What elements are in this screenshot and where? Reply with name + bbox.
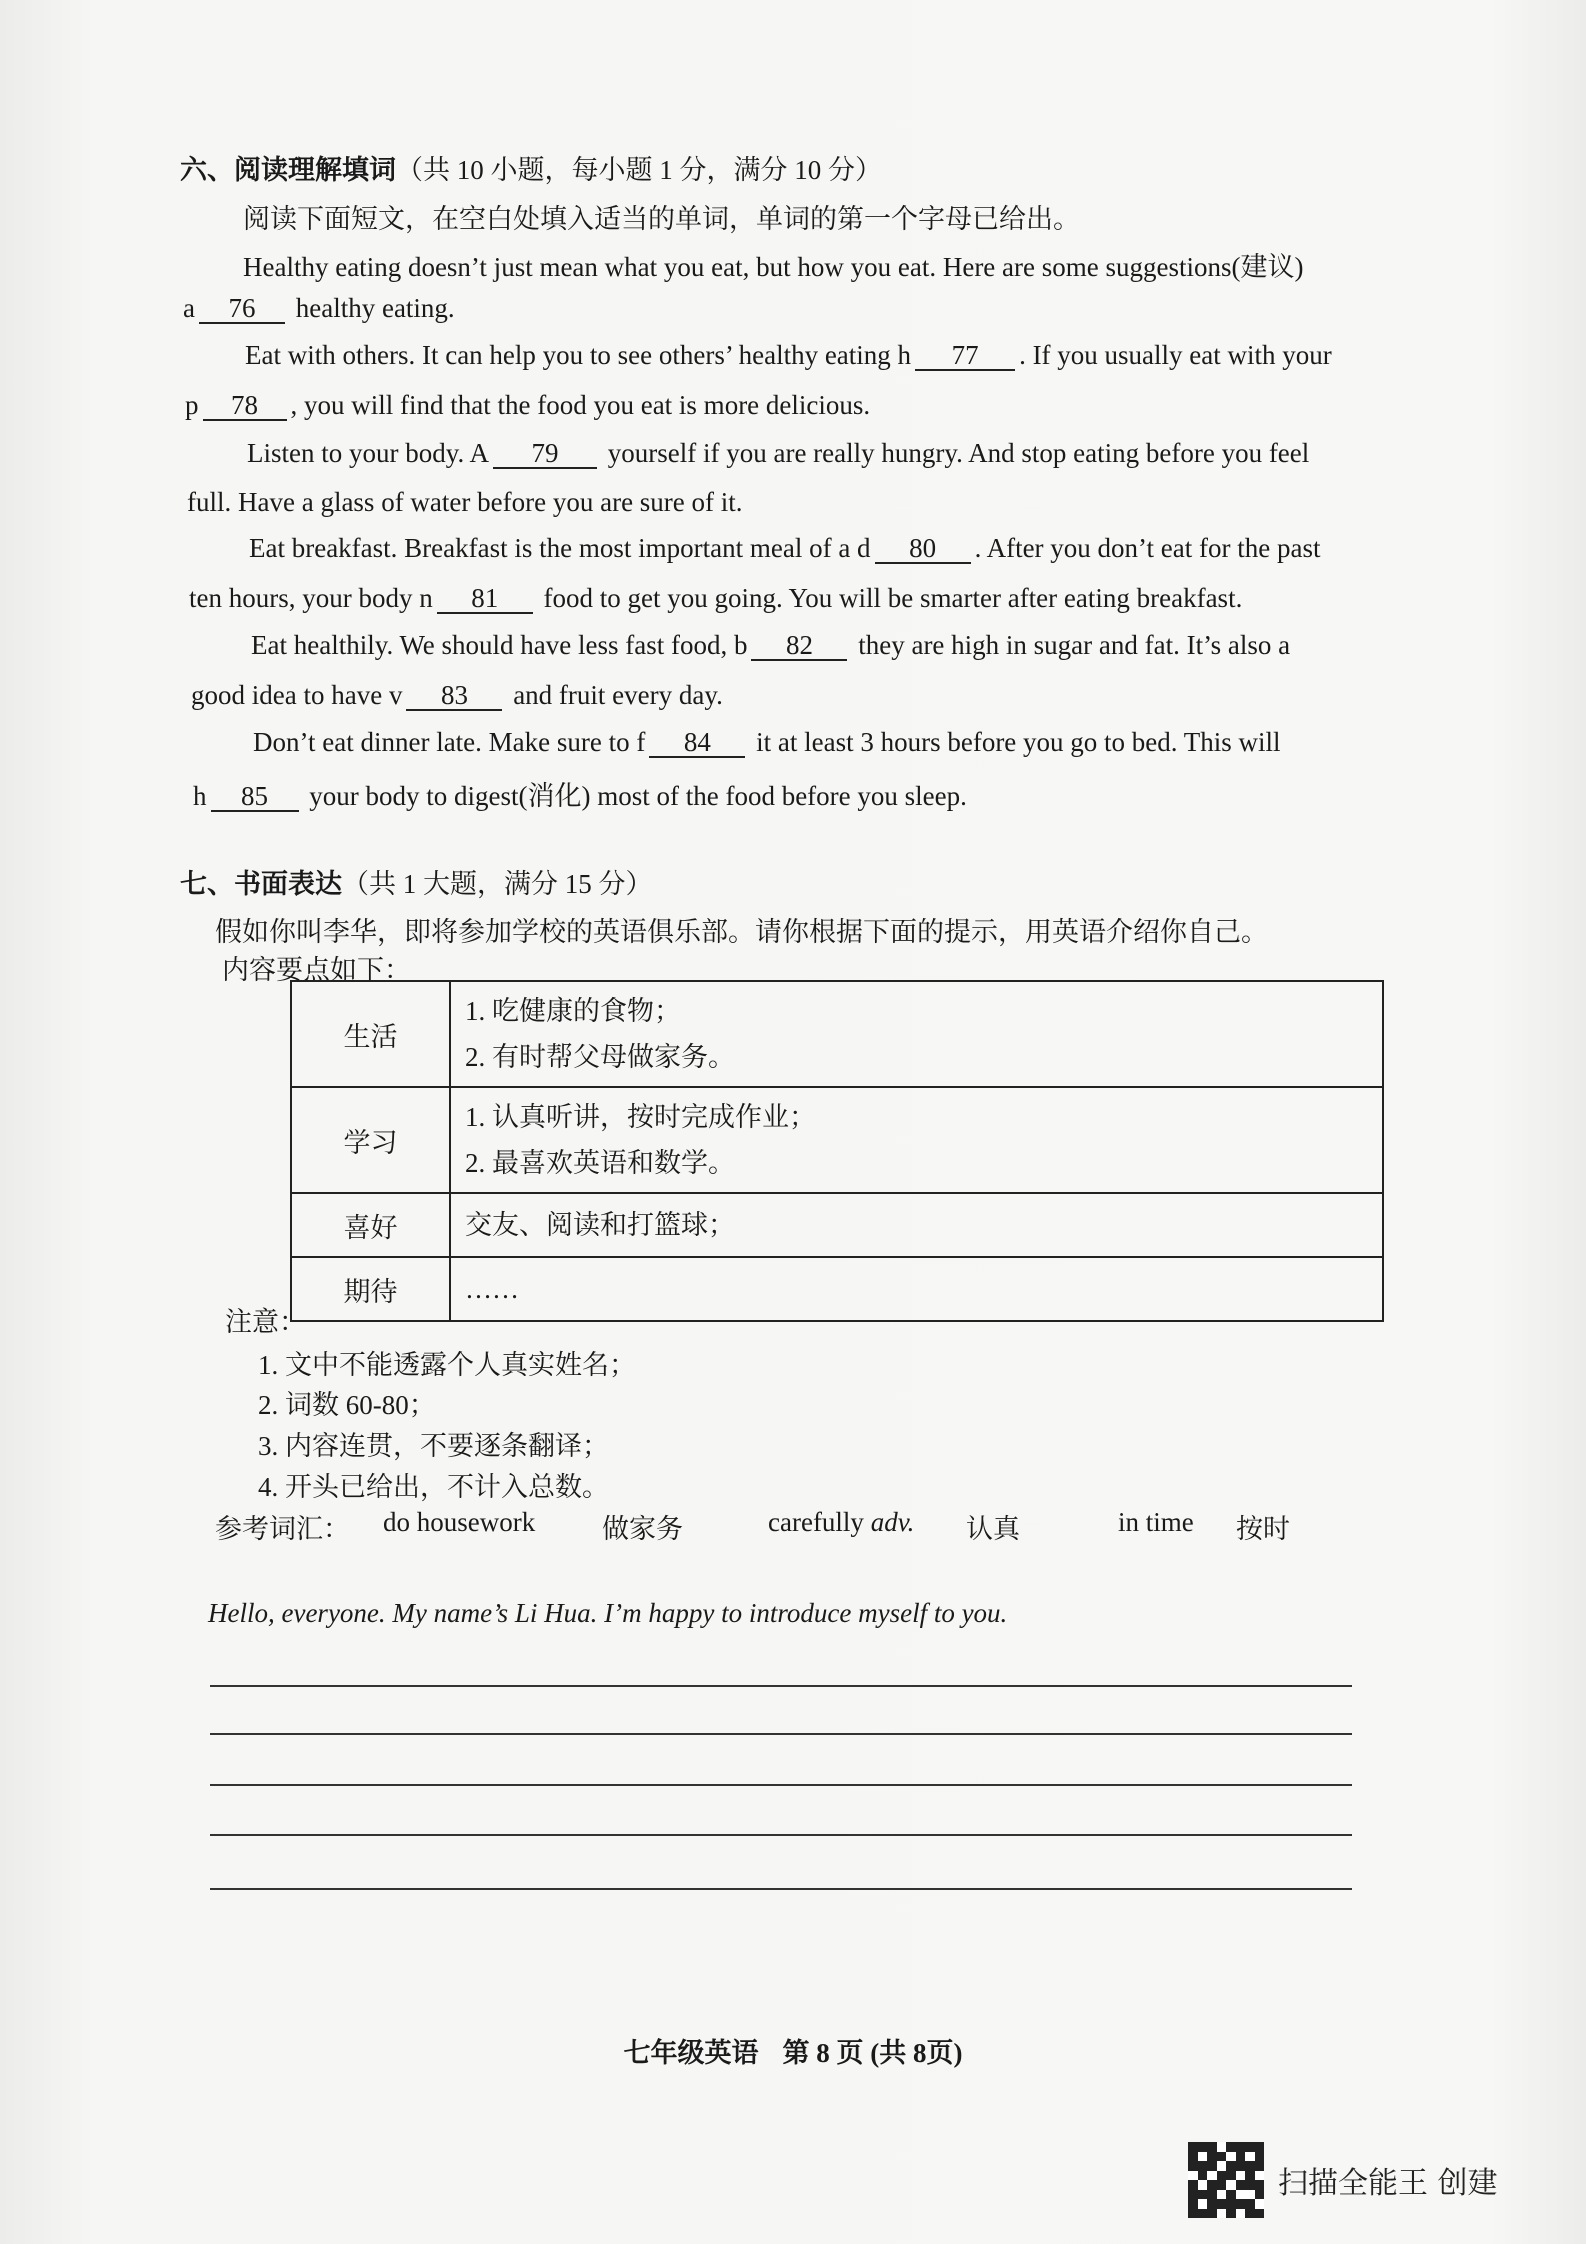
- passage-p1-line1: Healthy eating doesn’t just mean what you eat, but how you eat. Here are some suggestions(建议): [243, 252, 1304, 282]
- section7-prompt: 假如你叫李华，即将参加学校的英语俱乐部。请你根据下面的提示，用英语介绍你自己。: [215, 917, 1268, 947]
- items-cell: 1. 吃健康的食物； 2. 有时帮父母做家务。: [450, 981, 1383, 1087]
- blank-80: 80: [875, 534, 971, 564]
- category-cell: 喜好: [291, 1193, 450, 1257]
- watermark-text: 扫描全能王 创建: [1278, 2166, 1498, 2201]
- vocab-zh: 按时: [1236, 1514, 1290, 1544]
- blank-78: 78: [203, 391, 287, 421]
- section7-heading: 七、书面表达（共 1 大题，满分 15 分）: [180, 869, 653, 899]
- passage-p5-line1: Eat healthily. We should have less fast food, b 82 they are high in sugar and fat. It’s also a: [251, 630, 1291, 660]
- passage-p3-line2: full. Have a glass of water before you are sure of it.: [187, 487, 743, 517]
- passage-p6-line2: h 85 your body to digest(消化) most of the food before you sleep.: [193, 781, 967, 811]
- items-cell: ……: [450, 1257, 1383, 1321]
- category-cell: 学习: [291, 1087, 450, 1193]
- blank-77: 77: [915, 341, 1015, 371]
- writing-line[interactable]: [210, 1834, 1352, 1836]
- blank-79: 79: [493, 439, 597, 469]
- essay-opening: Hello, everyone. My name’s Li Hua. I’m happy to introduce myself to you.: [208, 1598, 1008, 1628]
- passage-p4-line2: ten hours, your body n 81 food to get you going. You will be smarter after eating breakfast.: [189, 583, 1243, 613]
- page-footer: 七年级英语 第 8 页 (共 8页): [623, 2038, 963, 2068]
- blank-84: 84: [649, 728, 745, 758]
- scanner-watermark: [1188, 2142, 1498, 2218]
- vocab-zh: 做家务: [602, 1514, 683, 1544]
- passage-p5-line2: good idea to have v 83 and fruit every day.: [191, 680, 723, 710]
- passage-p2-line1: Eat with others. It can help you to see others’ healthy eating h 77 . If you usually eat with your: [245, 340, 1332, 370]
- notes-label: 注意：: [225, 1307, 306, 1337]
- passage-p1-line2: a 76 healthy eating.: [183, 293, 455, 323]
- category-cell: 期待: [291, 1257, 450, 1321]
- content-points-label: 内容要点如下：: [222, 955, 411, 985]
- table-row: [291, 1193, 1383, 1257]
- blank-82: 82: [751, 631, 847, 661]
- writing-line[interactable]: [210, 1888, 1352, 1890]
- content-points-table: [290, 980, 1384, 1322]
- passage-p2-line2: p 78 , you will find that the food you eat is more delicious.: [185, 390, 871, 420]
- passage-p3-line1: Listen to your body. A 79 yourself if you are really hungry. And stop eating before you feel: [247, 438, 1310, 468]
- table-row: [291, 981, 1383, 1087]
- section6-instruction: 阅读下面短文，在空白处填入适当的单词，单词的第一个字母已给出。: [243, 204, 1080, 234]
- vocab-en: do housework: [383, 1507, 536, 1537]
- blank-81: 81: [437, 584, 533, 614]
- passage-p6-line1: Don’t eat dinner late. Make sure to f 84 it at least 3 hours before you go to bed. This will: [253, 727, 1281, 757]
- table-row: [291, 1087, 1383, 1193]
- note-item: 4. 开头已给出，不计入总数。: [258, 1472, 609, 1502]
- blank-85: 85: [211, 782, 299, 812]
- qr-code-icon: [1188, 2142, 1264, 2218]
- passage-p4-line1: Eat breakfast. Breakfast is the most important meal of a d 80 . After you don’t eat for the past: [249, 533, 1321, 563]
- note-item: 3. 内容连贯，不要逐条翻译；: [258, 1431, 609, 1461]
- writing-line[interactable]: [210, 1685, 1352, 1687]
- note-item: 2. 词数 60-80；: [258, 1390, 436, 1420]
- vocab-label: 参考词汇：: [215, 1514, 350, 1544]
- blank-83: 83: [406, 681, 502, 711]
- table-row: [291, 1257, 1383, 1321]
- vocab-zh: 认真: [966, 1514, 1020, 1544]
- vocab-en: carefully adv.: [768, 1507, 915, 1537]
- writing-line[interactable]: [210, 1784, 1352, 1786]
- blank-76: 76: [199, 294, 285, 324]
- section6-heading: 六、阅读理解填词（共 10 小题，每小题 1 分，满分 10 分）: [180, 155, 882, 185]
- items-cell: 交友、阅读和打篮球；: [450, 1193, 1383, 1257]
- note-item: 1. 文中不能透露个人真实姓名；: [258, 1350, 636, 1380]
- category-cell: 生活: [291, 981, 450, 1087]
- writing-line[interactable]: [210, 1733, 1352, 1735]
- items-cell: 1. 认真听讲，按时完成作业； 2. 最喜欢英语和数学。: [450, 1087, 1383, 1193]
- vocab-en: in time: [1118, 1507, 1194, 1537]
